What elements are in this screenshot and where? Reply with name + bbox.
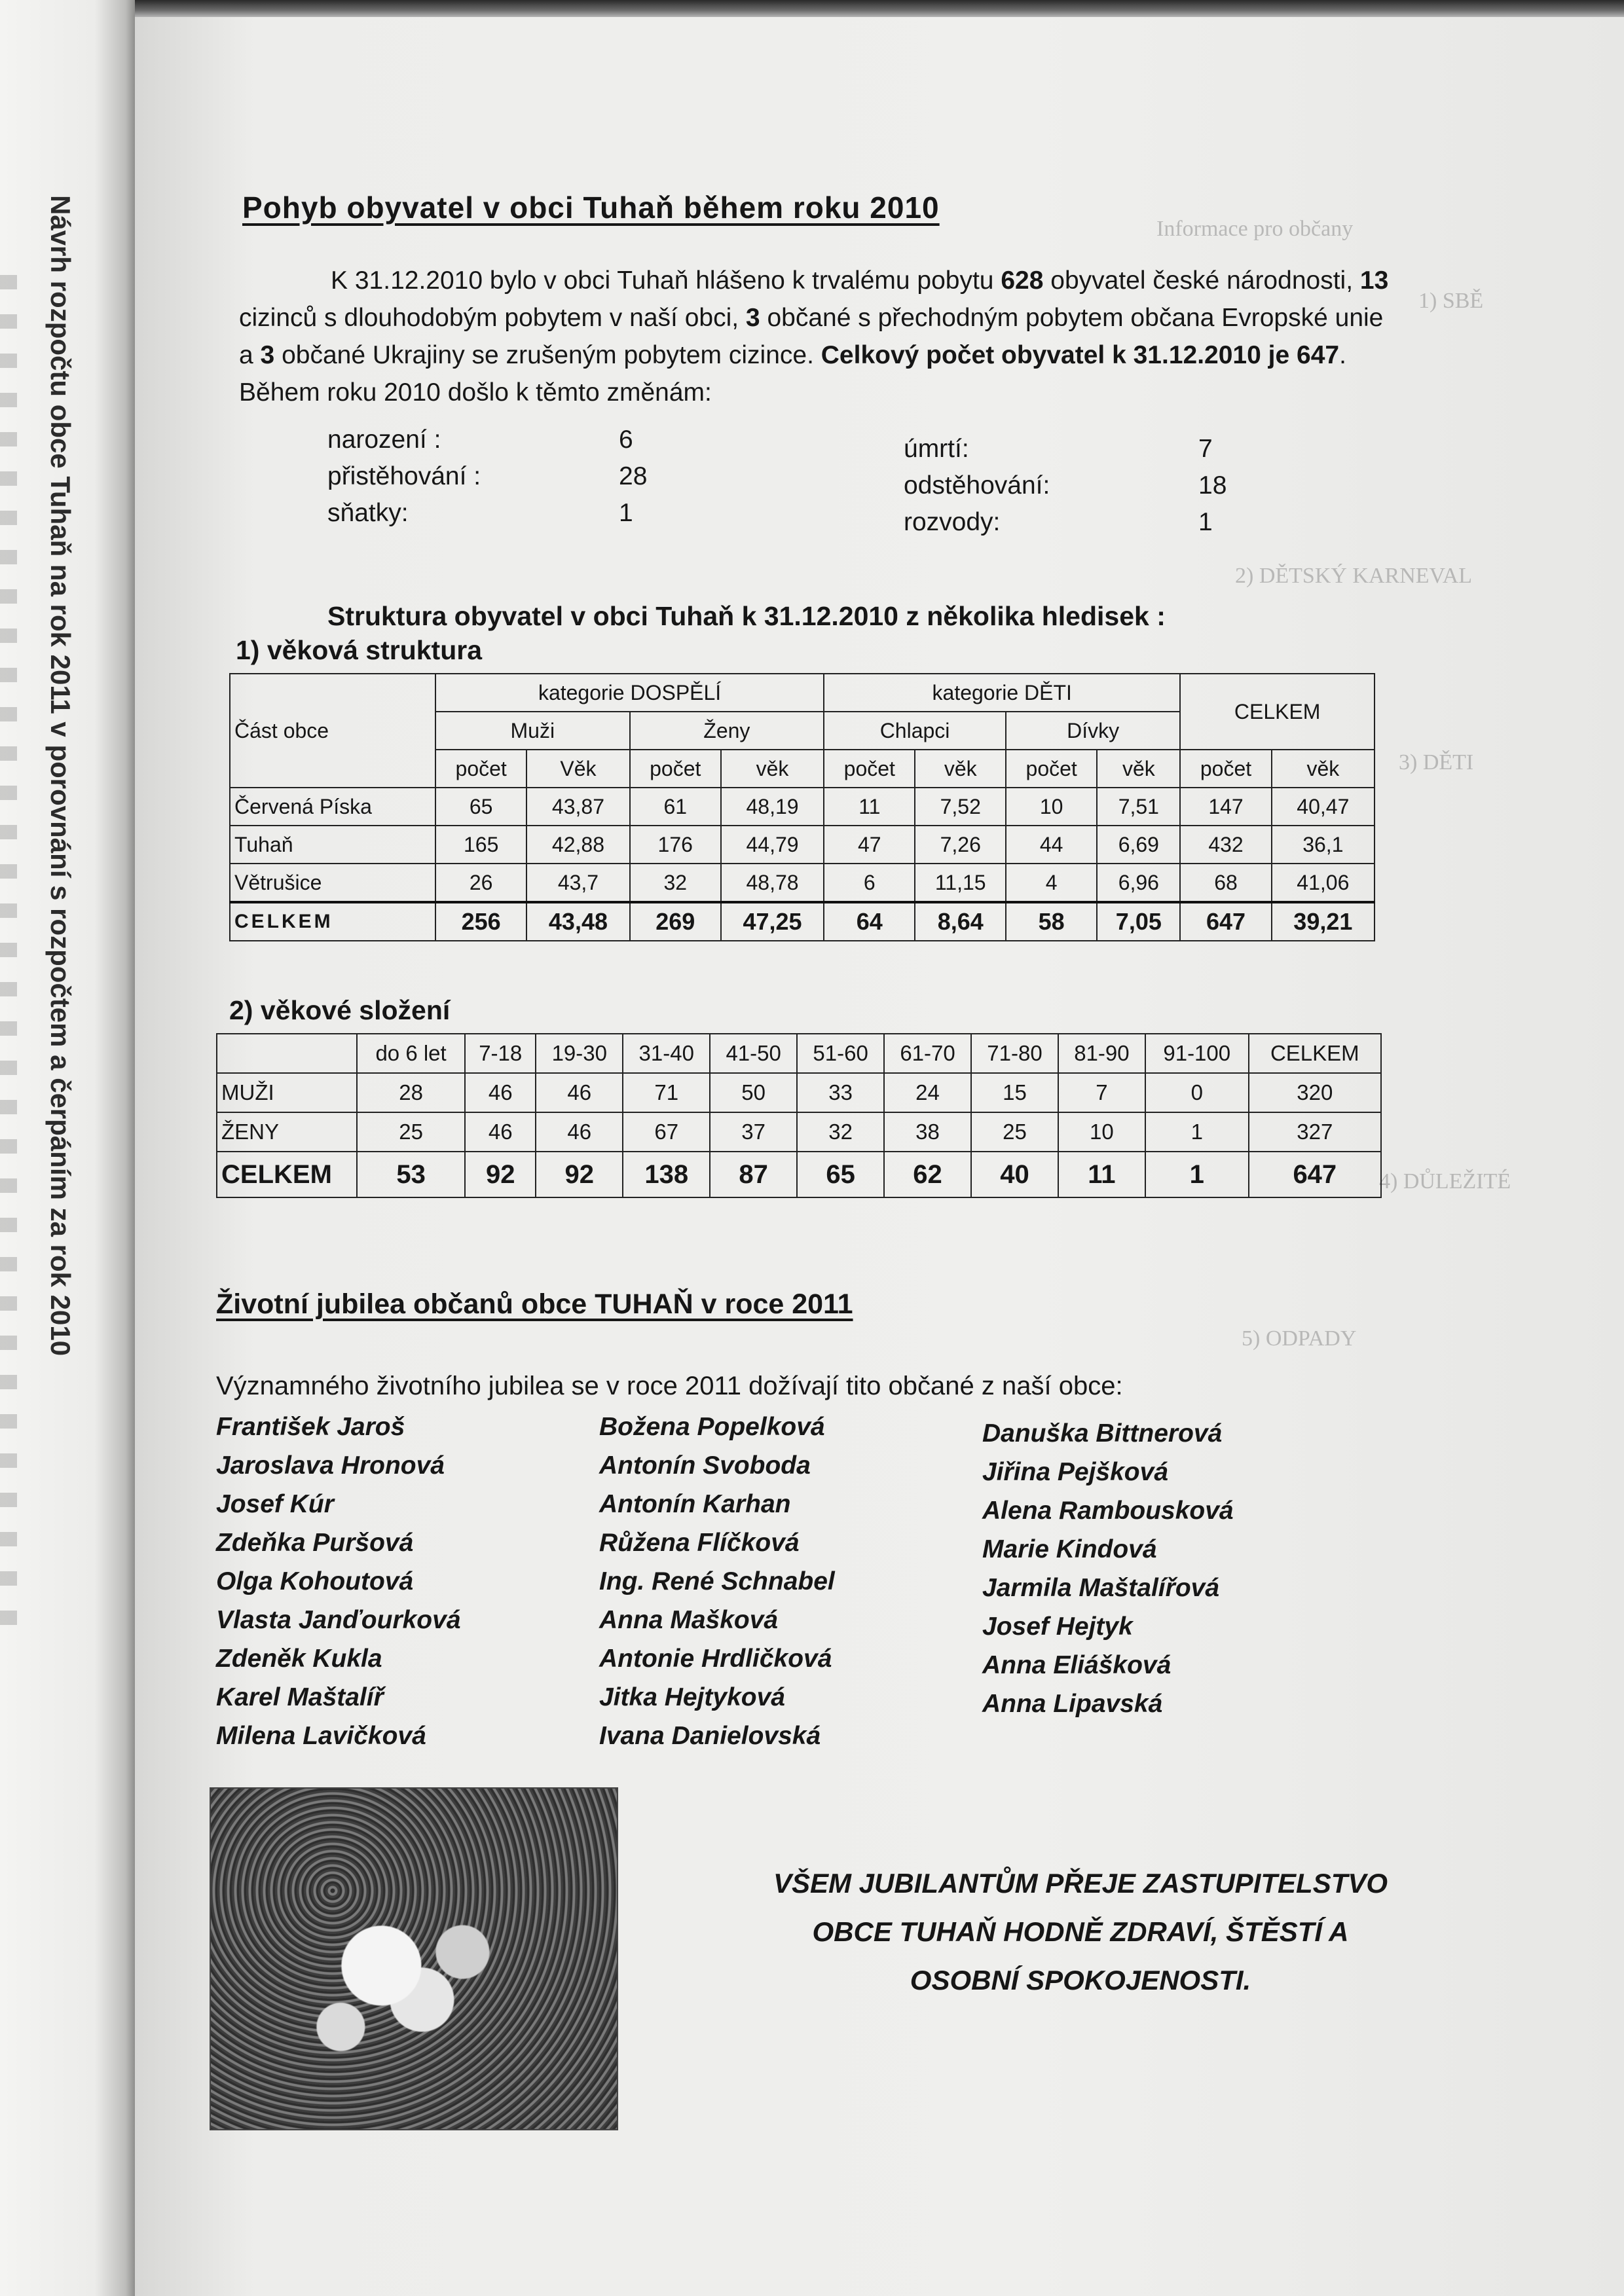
- row-label: Větrušice: [230, 864, 435, 902]
- age-header: věk: [915, 750, 1006, 788]
- cell: 25: [357, 1112, 465, 1152]
- wish-line: OBCE TUHAŇ HODNĚ ZDRAVÍ, ŠTĚSTÍ A: [812, 1916, 1349, 1947]
- list-item: Josef Kúr: [216, 1490, 334, 1518]
- cell: 64: [824, 902, 915, 941]
- cell: 256: [435, 902, 526, 941]
- cell: 65: [435, 788, 526, 826]
- cell: 24: [884, 1073, 971, 1112]
- cell: 176: [630, 826, 721, 864]
- column-header: CELKEM: [1249, 1034, 1381, 1073]
- age-header: věk: [1097, 750, 1180, 788]
- row-label: MUŽI: [217, 1073, 357, 1112]
- cell: 8,64: [915, 902, 1006, 941]
- list-item: Jitka Hejtyková: [599, 1683, 785, 1711]
- intro-text: občané Ukrajiny se zrušeným pobytem cizince.: [274, 341, 821, 369]
- cell: 32: [630, 864, 721, 902]
- change-value: 7: [1198, 435, 1213, 463]
- adjacent-page-strip: [0, 0, 135, 2296]
- cell: 43,48: [526, 902, 629, 941]
- bleed-through-text: 5) ODPADY: [1242, 1326, 1357, 1351]
- cell: 25: [971, 1112, 1058, 1152]
- cell: 7: [1058, 1073, 1145, 1112]
- age-header: věk: [1272, 750, 1375, 788]
- cell: 6,69: [1097, 826, 1180, 864]
- cell: 47: [824, 826, 915, 864]
- cell: 327: [1249, 1112, 1381, 1152]
- scan-top-edge: [0, 0, 1624, 17]
- change-value: 6: [619, 426, 633, 454]
- list-item: Anna Eliášková: [982, 1651, 1172, 1679]
- bleed-through-text: 3) DĚTI: [1399, 750, 1474, 774]
- change-label: úmrtí:: [904, 435, 969, 463]
- column-header: 81-90: [1058, 1034, 1145, 1073]
- congratulation-text: [733, 1859, 1428, 2005]
- intro-text: cizinců s dlouhodobým pobytem v naší obci,: [239, 304, 746, 332]
- page-title: Pohyb obyvatel v obci Tuhaň během roku 2010: [242, 191, 940, 225]
- bleed-through-marks: [0, 275, 17, 1650]
- list-item: Jarmila Maštalířová: [982, 1574, 1220, 1602]
- cell: 87: [710, 1152, 797, 1197]
- cell: 46: [465, 1112, 536, 1152]
- age-composition-table: [216, 1033, 1382, 1198]
- list-item: Růžena Flíčková: [599, 1529, 800, 1557]
- list-item: Danuška Bittnerová: [982, 1419, 1223, 1448]
- intro-number: 13: [1359, 266, 1389, 295]
- jubilee-title: Životní jubilea občanů obce TUHAŇ v roce 2011: [216, 1288, 853, 1320]
- cell: 6,96: [1097, 864, 1180, 902]
- cell: 48,19: [721, 788, 824, 826]
- age-header: Věk: [526, 750, 629, 788]
- cell: 61: [630, 788, 721, 826]
- cell: 67: [623, 1112, 710, 1152]
- wish-line: OSOBNÍ SPOKOJENOSTI.: [910, 1965, 1251, 1995]
- table-total-row: [217, 1152, 1381, 1197]
- list-item: Karel Maštalíř: [216, 1683, 384, 1711]
- list-item: Božena Popelková: [599, 1413, 825, 1441]
- cell: 33: [797, 1073, 884, 1112]
- side-title: Návrh rozpočtu obce Tuhaň na rok 2011 v porovnání s rozpočtem a čerpáním za rok 2010: [45, 195, 76, 1357]
- list-item: Josef Hejtyk: [982, 1613, 1133, 1641]
- cell: 48,78: [721, 864, 824, 902]
- cell: 165: [435, 826, 526, 864]
- jubilee-lead: Významného životního jubilea se v roce 2011 dožívají tito občané z naší obce:: [216, 1372, 1123, 1400]
- cell: 138: [623, 1152, 710, 1197]
- jubilee-names-col2: [599, 1408, 835, 1755]
- table-row: [217, 1073, 1381, 1112]
- cell: 320: [1249, 1073, 1381, 1112]
- cell: 269: [630, 902, 721, 941]
- table-row: [230, 826, 1375, 864]
- change-value: 18: [1198, 471, 1227, 500]
- cell: 1: [1145, 1112, 1249, 1152]
- row-label: CELKEM: [217, 1152, 357, 1197]
- intro-number: 628: [1001, 266, 1044, 295]
- cell: 92: [465, 1152, 536, 1197]
- count-header: počet: [630, 750, 721, 788]
- cell: 11: [824, 788, 915, 826]
- cell: 71: [623, 1073, 710, 1112]
- column-header: do 6 let: [357, 1034, 465, 1073]
- age-composition-subtitle: 2) věkové složení: [229, 995, 451, 1025]
- list-item: František Jaroš: [216, 1413, 405, 1441]
- row-label: ŽENY: [217, 1112, 357, 1152]
- list-item: Vlasta Janďourková: [216, 1606, 461, 1634]
- cell: 647: [1249, 1152, 1381, 1197]
- row-label: Tuhaň: [230, 826, 435, 864]
- cell: 40,47: [1272, 788, 1375, 826]
- adults-header: kategorie DOSPĚLÍ: [435, 674, 824, 712]
- change-value: 1: [619, 499, 633, 527]
- list-item: Jiřina Pejšková: [982, 1458, 1169, 1486]
- structure-title: Struktura obyvatel v obci Tuhaň k 31.12.2010 z několika hledisek :: [327, 601, 1166, 631]
- cell: 10: [1058, 1112, 1145, 1152]
- girls-header: Dívky: [1006, 712, 1180, 750]
- cell: 28: [357, 1073, 465, 1112]
- change-label: rozvody:: [904, 508, 1001, 536]
- table-row: [217, 1112, 1381, 1152]
- flower-photo: [210, 1787, 618, 2130]
- women-header: Ženy: [630, 712, 824, 750]
- side-title-area: [35, 195, 94, 1603]
- list-item: Alena Rambousková: [982, 1497, 1234, 1525]
- cell: 46: [465, 1073, 536, 1112]
- cell: 11,15: [915, 864, 1006, 902]
- list-item: Ivana Danielovská: [599, 1722, 821, 1750]
- age-structure-subtitle: 1) věková struktura: [236, 635, 483, 665]
- cell: 147: [1180, 788, 1271, 826]
- intro-number: 3: [260, 341, 275, 369]
- count-header: počet: [435, 750, 526, 788]
- column-header: 31-40: [623, 1034, 710, 1073]
- men-header: Muži: [435, 712, 630, 750]
- cell: 7,52: [915, 788, 1006, 826]
- cell: 46: [536, 1112, 623, 1152]
- table-total-row: [230, 902, 1375, 941]
- cell: 42,88: [526, 826, 629, 864]
- change-value: 1: [1198, 508, 1213, 536]
- table-row: [230, 788, 1375, 826]
- cell: 39,21: [1272, 902, 1375, 941]
- column-header: 51-60: [797, 1034, 884, 1073]
- cell: 6: [824, 864, 915, 902]
- cell: 0: [1145, 1073, 1249, 1112]
- list-item: Zdeňka Puršová: [216, 1529, 414, 1557]
- list-item: Milena Lavičková: [216, 1722, 426, 1750]
- cell: 7,26: [915, 826, 1006, 864]
- count-header: počet: [1006, 750, 1097, 788]
- cell: 26: [435, 864, 526, 902]
- cell: 37: [710, 1112, 797, 1152]
- list-item: Olga Kohoutová: [216, 1567, 414, 1595]
- intro-text: občané s přechodným pobytem občana Evropské unie a: [239, 304, 1384, 369]
- cell: 38: [884, 1112, 971, 1152]
- intro-text: K 31.12.2010 bylo v obci Tuhaň hlášeno k trvalému pobytu: [331, 266, 1001, 295]
- total-header: CELKEM: [1180, 674, 1375, 750]
- cell: 41,06: [1272, 864, 1375, 902]
- change-value: 28: [619, 462, 648, 490]
- cell: 647: [1180, 902, 1271, 941]
- cell: 53: [357, 1152, 465, 1197]
- cell: 46: [536, 1073, 623, 1112]
- list-item: Antonie Hrdličková: [599, 1645, 832, 1673]
- list-item: Marie Kindová: [982, 1535, 1157, 1563]
- intro-text: . Během roku 2010 došlo k těmto změnám:: [239, 341, 1346, 407]
- column-header: 7-18: [465, 1034, 536, 1073]
- column-header: 61-70: [884, 1034, 971, 1073]
- cell: 15: [971, 1073, 1058, 1112]
- change-label: přistěhování :: [327, 462, 481, 490]
- intro-number: 3: [745, 304, 760, 332]
- part-header: Část obce: [230, 674, 435, 788]
- cell: 50: [710, 1073, 797, 1112]
- column-header: 41-50: [710, 1034, 797, 1073]
- cell: 4: [1006, 864, 1097, 902]
- age-structure-table: [229, 673, 1375, 941]
- corner-cell: [217, 1034, 357, 1073]
- list-item: Anna Lipavská: [982, 1690, 1163, 1718]
- bleed-through-text: 4) DŮLEŽITÉ: [1379, 1169, 1511, 1194]
- list-item: Ing. René Schnabel: [599, 1567, 835, 1595]
- bleed-through-text: Informace pro občany: [1156, 217, 1354, 241]
- count-header: počet: [824, 750, 915, 788]
- boys-header: Chlapci: [824, 712, 1006, 750]
- wish-line: VŠEM JUBILANTŮM PŘEJE ZASTUPITELSTVO: [773, 1868, 1388, 1899]
- bleed-through-text: 1) SBĚ: [1418, 289, 1484, 313]
- jubilee-names-col3: [982, 1414, 1234, 1723]
- cell: 65: [797, 1152, 884, 1197]
- intro-text: obyvatel české národnosti,: [1043, 266, 1360, 295]
- cell: 432: [1180, 826, 1271, 864]
- count-header: počet: [1180, 750, 1271, 788]
- cell: 43,87: [526, 788, 629, 826]
- cell: 40: [971, 1152, 1058, 1197]
- row-label: Červená Píska: [230, 788, 435, 826]
- list-item: Zdeněk Kukla: [216, 1645, 382, 1673]
- cell: 7,05: [1097, 902, 1180, 941]
- cell: 92: [536, 1152, 623, 1197]
- change-label: sňatky:: [327, 499, 409, 527]
- cell: 58: [1006, 902, 1097, 941]
- cell: 10: [1006, 788, 1097, 826]
- jubilee-names-col1: [216, 1408, 461, 1755]
- column-header: 71-80: [971, 1034, 1058, 1073]
- row-label: CELKEM: [230, 902, 435, 941]
- list-item: Jaroslava Hronová: [216, 1451, 445, 1480]
- intro-total: Celkový počet obyvatel k 31.12.2010 je 647: [821, 341, 1340, 369]
- bleed-through-text: 2) DĚTSKÝ KARNEVAL: [1235, 564, 1473, 588]
- cell: 7,51: [1097, 788, 1180, 826]
- age-header: věk: [721, 750, 824, 788]
- cell: 62: [884, 1152, 971, 1197]
- cell: 36,1: [1272, 826, 1375, 864]
- cell: 43,7: [526, 864, 629, 902]
- cell: 68: [1180, 864, 1271, 902]
- column-header: 19-30: [536, 1034, 623, 1073]
- cell: 47,25: [721, 902, 824, 941]
- table-header-row: [217, 1034, 1381, 1073]
- change-label: narození :: [327, 426, 441, 454]
- cell: 44: [1006, 826, 1097, 864]
- change-label: odstěhování:: [904, 471, 1050, 500]
- list-item: Antonín Karhan: [599, 1490, 791, 1518]
- list-item: Antonín Svoboda: [599, 1451, 811, 1480]
- column-header: 91-100: [1145, 1034, 1249, 1073]
- cell: 11: [1058, 1152, 1145, 1197]
- cell: 1: [1145, 1152, 1249, 1197]
- table-row: [230, 864, 1375, 902]
- intro-paragraph: [239, 262, 1392, 411]
- cell: 44,79: [721, 826, 824, 864]
- children-header: kategorie DĚTI: [824, 674, 1180, 712]
- list-item: Anna Mašková: [599, 1606, 779, 1634]
- cell: 32: [797, 1112, 884, 1152]
